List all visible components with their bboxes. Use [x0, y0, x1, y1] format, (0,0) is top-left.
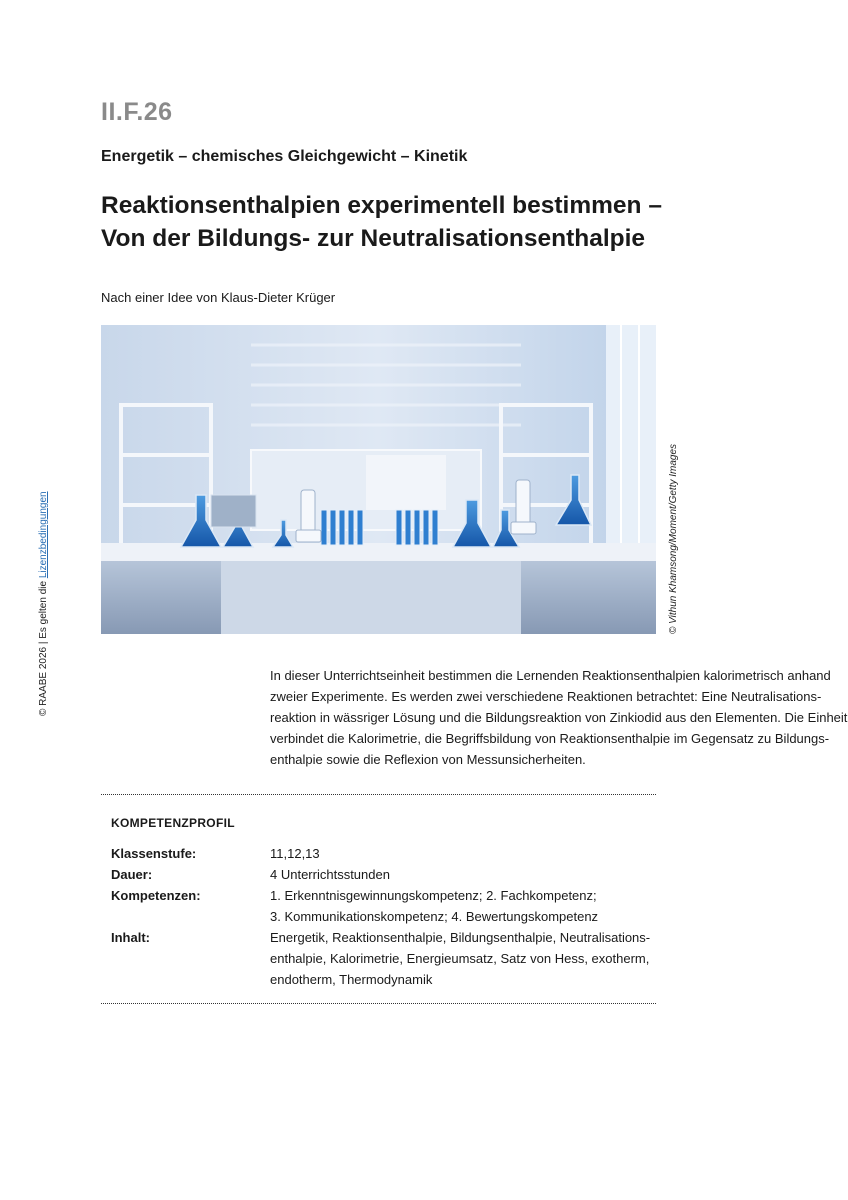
profile-top-divider — [101, 794, 656, 795]
profile-bottom-divider — [101, 1003, 656, 1004]
subject-line: Energetik – chemisches Gleichgewicht – Kinetik — [101, 148, 468, 165]
intro-line: reaktion in wässriger Lösung und die Bildungsreaktion von Zinkiodid aus den Elementen. Die Einheit — [270, 710, 848, 725]
intro-line: enthalpie sowie die Reflexion von Messunsicherheiten. — [270, 752, 586, 767]
page-title — [101, 189, 721, 255]
profile-heading: KOMPETENZPROFIL — [111, 816, 235, 830]
photo-credit: © Vithun Khamsong/Moment/Getty Images — [668, 443, 679, 634]
author-note: Nach einer Idee von Klaus-Dieter Krüger — [101, 290, 336, 305]
license-link[interactable]: Lizenzbedingungen — [38, 491, 49, 579]
profile-value-line: 4 Unterrichtsstunden — [270, 867, 390, 882]
profile-value-line: endotherm, Thermodynamik — [270, 972, 433, 987]
license-notice — [38, 491, 49, 716]
profile-value-line: 1. Erkenntnisgewinnungskompetenz; 2. Fachkompetenz; — [270, 888, 597, 903]
title-line-1: Reaktionsenthalpien experimentell bestimmen – — [101, 192, 662, 219]
profile-label-duration: Dauer: — [111, 867, 153, 882]
profile-label-competences: Kompetenzen: — [111, 888, 201, 903]
unit-code: II.F.26 — [101, 98, 173, 126]
intro-line: zweier Experimente. Es werden zwei verschiedene Reaktionen betrachtet: Eine Neutralisations- — [270, 689, 822, 704]
intro-line: verbindet die Kalorimetrie, die Begriffsbildung von Reaktionsenthalpie im Gegensatz zu Bildungs- — [270, 731, 830, 746]
profile-value-content — [270, 927, 660, 990]
profile-value-competences — [270, 885, 660, 927]
profile-value-grade — [270, 843, 660, 864]
laboratory-photo — [101, 325, 656, 634]
profile-label-grade: Klassenstufe: — [111, 846, 197, 861]
profile-value-duration — [270, 864, 660, 885]
title-line-2: Von der Bildungs- zur Neutralisationsenthalpie — [101, 225, 646, 252]
profile-value-line: 3. Kommunikationskompetenz; 4. Bewertungskompetenz — [270, 909, 599, 924]
profile-label-content: Inhalt: — [111, 930, 150, 945]
profile-value-line: Energetik, Reaktionsenthalpie, Bildungsenthalpie, Neutralisations- — [270, 930, 651, 945]
intro-line: In dieser Unterrichtseinheit bestimmen die Lernenden Reaktionsenthalpien kalorimetrisch anhand — [270, 668, 831, 683]
profile-value-line: 11,12,13 — [270, 846, 320, 861]
intro-paragraph — [270, 665, 848, 770]
profile-value-line: enthalpie, Kalorimetrie, Energieumsatz, Satz von Hess, exotherm, — [270, 951, 650, 966]
copyright-text: © RAABE 2026 | Es gelten die — [38, 580, 49, 716]
